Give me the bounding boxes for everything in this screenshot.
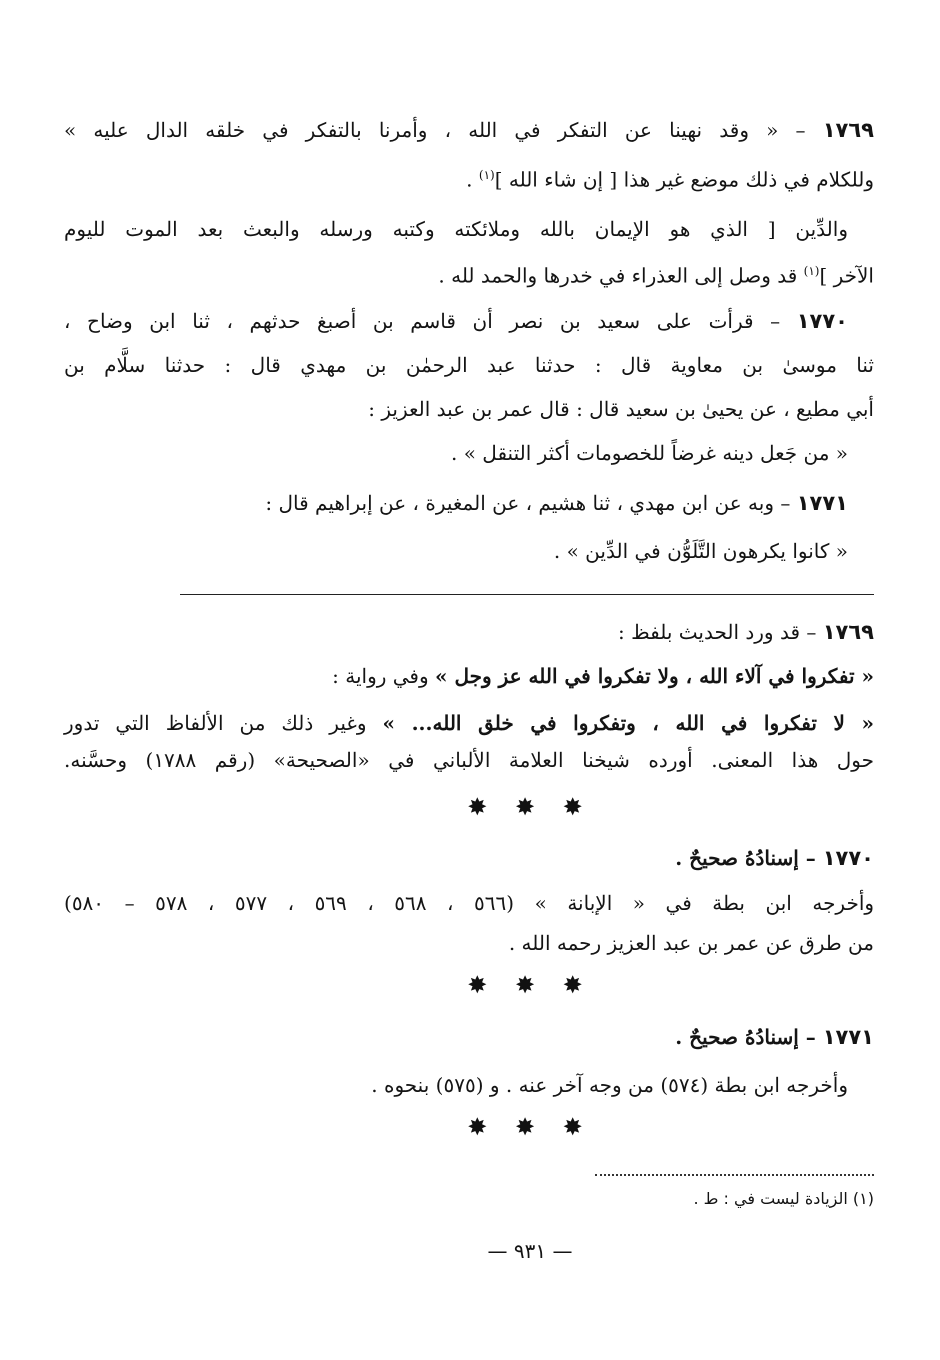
text-line-1770 — [64, 306, 848, 336]
note-number-1770: ١٧٧٠ — [822, 846, 874, 870]
text-line-1769 — [64, 115, 874, 145]
note-line-1769-content: – قد ورد الحديث بلفظ : — [618, 620, 823, 644]
text-line-6 — [64, 350, 874, 380]
text-line-7 — [64, 394, 874, 424]
footnote-ref-1b: (١) — [803, 264, 820, 278]
footnote-ref-1: (١) — [478, 168, 495, 182]
note-line-1771 — [64, 1022, 874, 1052]
note-line-6-content: وأخرجه ابن بطة في « الإبانة » (٥٦٦ ، ٥٦٨ ، ٥٦٩ ، ٥٧٧ ، ٥٧٨ – ٥٨٠) — [64, 891, 875, 915]
footnote-divider — [595, 1174, 874, 1176]
note-line-9-content: وأخرجه ابن بطة (٥٧٤) من وجه آخر عنه . و (٥٧٥) بنحوه . — [371, 1073, 848, 1097]
text-line-7-content: أبي مطيع ، عن يحيىٰ بن سعيد قال : قال عمر بن عبد العزيز : — [368, 397, 874, 421]
text-line-1769-content: – « وقد نهينا عن التفكر في الله ، وأمرنا بالتفكر في خلقه الدال عليه » — [64, 118, 823, 142]
star-separator-2: ✸ ✸ ✸ — [467, 971, 593, 999]
text-line-4-end: قد وصل إلى العذراء في خدرها والحمد لله . — [438, 263, 804, 288]
text-line-4-content: الآخر ] — [819, 263, 874, 288]
note-line-3-bold: « لا تفكروا في الله ، وتفكروا في خلق الله... » — [382, 711, 875, 735]
text-line-8 — [64, 438, 848, 468]
text-line-6-content: ثنا موسىٰ بن معاوية قال : حدثنا عبد الرحمٰن بن مهدي قال : حدثنا سلَّام بن — [64, 353, 874, 377]
text-line-8-content: « من جَعل دينه غرضاً للخصومات أكثر التنقل » . — [450, 441, 848, 465]
note-line-2-content: وفي رواية : — [332, 664, 436, 688]
note-line-7-content: من طرق عن عمر بن عبد العزيز رحمه الله . — [508, 931, 874, 955]
note-line-6 — [64, 888, 874, 918]
text-line-3-content: والدِّين [ الذي هو الإيمان بالله وملائكته وكتبه ورسله والبعث بعد الموت لليوم — [64, 217, 848, 241]
text-line-3 — [64, 214, 848, 244]
note-line-4-content: حول هذا المعنى. أورده شيخنا العلامة الألباني في «الصحيحة» (رقم ١٧٨٨) وحسَّنه. — [64, 748, 874, 772]
note-line-2 — [64, 661, 874, 691]
note-line-3 — [64, 708, 874, 738]
text-line-10-content: « كانوا يكرهون التَّلَوُّن في الدِّين » . — [553, 539, 848, 563]
text-line-10 — [64, 536, 848, 566]
note-line-1770-content: – إسنادُهُ صحيحٌ . — [675, 846, 823, 870]
section-divider — [180, 594, 874, 595]
text-line-2-end: . — [466, 167, 479, 192]
note-line-2-bold: « تفكروا في آلاء الله ، ولا تفكروا في الله عز وجل » — [435, 664, 874, 688]
page-number: — ٩٣١ — — [487, 1239, 573, 1263]
note-line-1769 — [64, 617, 874, 647]
note-line-1770 — [64, 843, 874, 873]
hadith-number-1769: ١٧٦٩ — [822, 118, 874, 142]
note-line-7 — [64, 928, 874, 958]
note-line-9 — [64, 1070, 848, 1100]
text-line-1771 — [64, 488, 848, 518]
note-line-4 — [64, 745, 874, 775]
note-line-1771-content: – إسنادُهُ صحيحٌ . — [675, 1025, 823, 1049]
note-line-3-content: وغير ذلك من الألفاظ التي تدور — [64, 711, 383, 735]
note-number-1769: ١٧٦٩ — [822, 620, 874, 644]
text-line-2 — [64, 160, 874, 190]
footnote-1: (١) الزيادة ليست في : ط . — [693, 1189, 874, 1208]
star-separator-3: ✸ ✸ ✸ — [467, 1113, 593, 1141]
hadith-number-1771: ١٧٧١ — [796, 491, 848, 515]
star-separator-1: ✸ ✸ ✸ — [467, 793, 593, 821]
text-line-2-content: وللكلام في ذلك موضع غير هذا [ إن شاء الله ] — [494, 167, 874, 192]
hadith-number-1770: ١٧٧٠ — [796, 309, 848, 333]
text-line-1771-content: – وبه عن ابن مهدي ، ثنا هشيم ، عن المغيرة ، عن إبراهيم قال : — [265, 491, 797, 515]
note-number-1771: ١٧٧١ — [822, 1025, 874, 1049]
text-line-4 — [64, 256, 874, 286]
text-line-1770-content: – قرأت على سعيد بن نصر أن قاسم بن أصبغ حدثهم ، ثنا ابن وضاح ، — [64, 309, 797, 333]
